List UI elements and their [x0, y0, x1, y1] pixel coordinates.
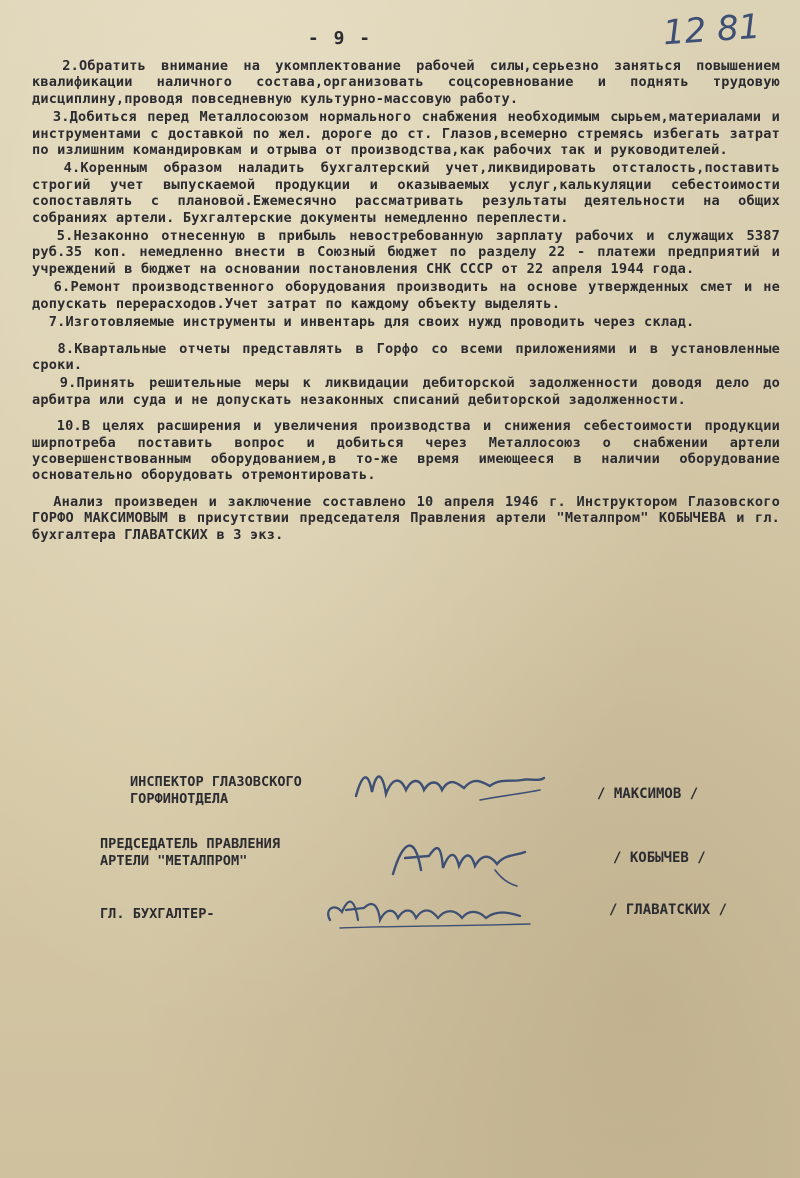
- paragraph-7: 7.Изготовляемые инструменты и инвентарь для своих нужд проводить через склад.: [32, 314, 695, 331]
- paragraph-5: 5.Незаконно отнесенную в прибыль невостребованную зарплату рабочих и служащих 5387 руб.35 коп. немедленно внести в Союзный бюджет по разделу 22 - платежи предприятий и учреждений в бюджет на основании постановления СНК СССР от 22 апреля 1944 года.: [32, 228, 789, 277]
- signature-title-chairman: ПРЕДСЕДАТЕЛЬ ПРАВЛЕНИЯ АРТЕЛИ "МЕТАЛПРОМ": [100, 836, 281, 869]
- paragraph-3: 3.Добиться перед Металлосоюзом нормального снабжения необходимым сырьем,материалами и инструментами с доставкой по жел. дороге до ст. Глазов,всемерно стремясь избегать затрат по излишним командировкам и отрыва от производства,как рабочих так и руководителей.: [32, 109, 789, 159]
- paragraph-6: 6.Ремонт производственного оборудования производить на основе утвержденных смет и не допускать перерасходов.Учет затрат по каждому объекту выделять.: [32, 279, 789, 312]
- document-body: [32, 58, 789, 545]
- paragraph-4: 4.Коренным образом наладить бухгалтерский учет,ликвидировать отсталость,поставить строгий учет выпускаемой продукции и оказываемых услуг,калькуляции себестоимости сопоставлять с плановой.Ежемесячно рассматривать результаты деятельности на общих собраниях артели. Бухгалтерские документы немедленно переплести.: [32, 160, 789, 226]
- archive-folio-number: 12 81: [661, 6, 762, 54]
- signature-title-inspector: ИНСПЕКТОР ГЛАЗОВСКОГО ГОРФИНОТДЕЛА: [130, 774, 302, 807]
- signature-name-chairman: / КОБЫЧЕВ /: [613, 850, 706, 866]
- paragraph-8: 8.Квартальные отчеты представлять в Горфо со всеми приложениями и в установленные сроки.: [32, 340, 789, 373]
- signature-name-inspector: / МАКСИМОВ /: [597, 786, 699, 802]
- paragraph-10: 10.В целях расширения и увеличения производства и снижения себестоимости продукции ширпотреба поставить вопрос и добиться через Металлосоюз о снабжении артели усовершенствованным оборудованием,в то-же время имеющееся в наличии оборудование основательно оборудовать отремонтировать.: [32, 418, 789, 484]
- conclusion-paragraph: Анализ произведен и заключение составлено 10 апреля 1946 г. Инструктором Глазовского ГОРФО МАКСИМОВЫМ в присутствии председателя Правления артели "Металпром" КОБЫЧЕВА и гл. бухгалтера ГЛАВАТСКИХ в 3 экз.: [32, 493, 789, 543]
- paragraph-9: 9.Принять решительные меры к ликвидации дебиторской задолженности доводя дело до арбитра или суда и не допускать незаконных списаний дебиторской задолженности.: [32, 375, 789, 408]
- handwritten-signature-glavatskikh: [320, 890, 540, 936]
- handwritten-signature-kobychev: [385, 830, 535, 890]
- signature-title-accountant: ГЛ. БУХГАЛТЕР-: [100, 906, 215, 922]
- page-number: - 9 -: [307, 28, 373, 49]
- signature-name-accountant: / ГЛАВАТСКИХ /: [609, 902, 728, 918]
- handwritten-signature-maksimov: [350, 760, 550, 810]
- paragraph-2: 2.Обратить внимание на укомплектование рабочей силы,серьезно заняться повышением квалификации наличного состава,организовать соцсоревнование и поднять трудовую дисциплину,проводя повседневную культурно-массовую работу.: [32, 58, 789, 107]
